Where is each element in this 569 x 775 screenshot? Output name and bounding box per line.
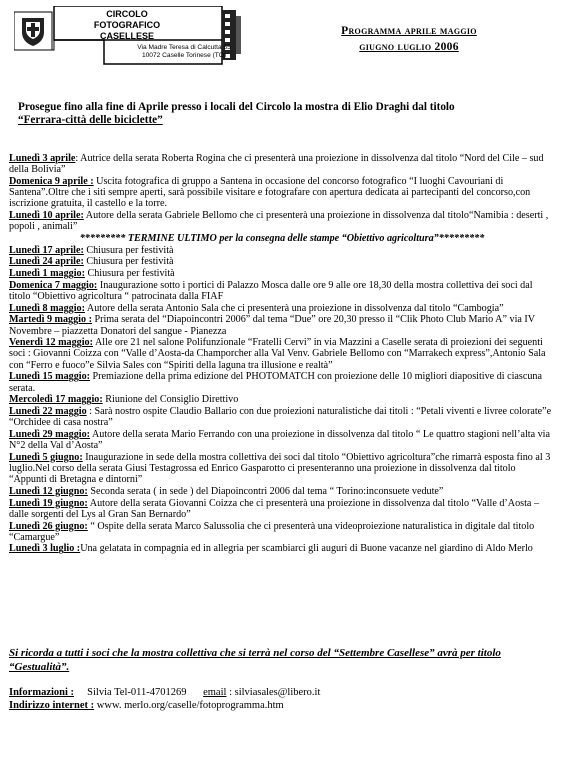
- schedule-text: Una gelatata in compagnia ed in allegria per scambiarci gli auguri di Buone vacanze nel giardino di Aldo Merlo: [80, 543, 533, 555]
- schedule-date: Lunedì 15 maggio:: [9, 371, 91, 383]
- schedule-item: [9, 280, 555, 302]
- program-title-line: giugno luglio 2006: [359, 41, 459, 53]
- schedule-date: Lunedì 1 maggio:: [9, 268, 85, 280]
- schedule-text: Inaugurazione sotto i portici di Palazzo Mosca dalle ore 9 alle ore 18,30 della mostra collettiva dei soci dal titolo “Obiettivo agricoltura “ patrocinata dalla FIAF: [9, 279, 533, 302]
- schedule-text: Riunione del Consiglio Direttivo: [102, 394, 239, 406]
- schedule-list: [9, 153, 555, 555]
- schedule-date: Lunedì 24 aprile:: [9, 256, 84, 268]
- schedule-date: Lunedì 3 aprile: [9, 153, 76, 164]
- schedule-item: [9, 498, 555, 520]
- email-label: email: [203, 687, 227, 698]
- schedule-text: Autore della serata Antonio Sala che ci presenterà una proiezione in dissolvenza dal titolo “Cambogia”: [84, 302, 504, 314]
- intro-exhibit-title: “Ferrara-città delle biciclette”: [18, 114, 163, 126]
- email-value[interactable]: : silviasales@libero.it: [229, 687, 321, 698]
- schedule-item: [9, 245, 555, 256]
- logo-name-line: CASELLESE: [99, 31, 154, 41]
- schedule-text: Seconda serata ( in sede ) del Diapoincontri 2006 dal tema “ Torino:inconsuete vedute”: [87, 485, 444, 497]
- logo-name-line: FOTOGRAFICO: [93, 20, 161, 30]
- schedule-text: : Autrice della serata Roberta Rogina che ci presenterà una proiezione in dissolvenza dal titolo “Nord del Cile – sud della Bolivia”: [9, 153, 544, 176]
- closing-note: Si ricorda a tutti i soci che la mostra collettiva che si terrà nel corso del “Settembre Casellese” avrà per titolo “Gestualità”.: [9, 647, 501, 673]
- schedule-date: Lunedì 3 luglio :: [9, 543, 81, 555]
- schedule-item: [9, 303, 555, 314]
- schedule-item: [9, 314, 555, 336]
- program-title: [268, 23, 550, 55]
- schedule-date: Lunedì 29 maggio:: [9, 428, 91, 440]
- logo-name-line: CIRCOLO: [106, 9, 148, 19]
- schedule-item: [9, 210, 555, 232]
- schedule-date: Lunedì 22 maggio: [9, 405, 87, 417]
- info-label: Informazioni :: [9, 687, 75, 698]
- logo-address-line: Via Madre Teresa di Calcutta 55: [137, 44, 231, 51]
- schedule-item: [9, 452, 555, 486]
- internet-label: Indirizzo internet :: [9, 699, 95, 711]
- schedule-date: Lunedì 12 giugno:: [9, 485, 88, 497]
- logo-address-line: 10072 Caselle Torinese (TO): [141, 52, 227, 59]
- schedule-date: Lunedì 10 aprile:: [9, 210, 84, 222]
- schedule-item: [9, 176, 555, 210]
- schedule-text: Uscita fotografica di gruppo a Santena in occasione del concorso fotografico “I luoghi Cavouriani di Santena”.Oltre che i siti sempre aperti, sarà possibile visitare e fotografare con apertura dedicata ai partecipanti del concorso,con iscrizione gratuita, il castello e la torre.: [9, 175, 531, 210]
- schedule-item: [9, 406, 555, 428]
- schedule-date: Lunedì 8 maggio:: [9, 302, 85, 314]
- internet-line: [9, 700, 555, 713]
- schedule-text: : Sarà nostro ospite Claudio Ballario con due proiezioni naturalistiche dai titoli : “Petali viventi e livree colorate”e “Orchidee di casa nostra”: [9, 405, 552, 429]
- schedule-text: Premiazione della prima edizione del PHOTOMATCH con proiezione delle 10 migliori diapositive di ciascuna serata.: [9, 371, 542, 394]
- email-block: [203, 687, 320, 698]
- schedule-item: [9, 543, 555, 554]
- schedule-date: Lunedì 5 giugno:: [9, 451, 83, 463]
- schedule-date: Domenica 7 maggio:: [9, 279, 98, 291]
- schedule-text: Chiusura per festività: [83, 256, 174, 268]
- schedule-item: [9, 394, 555, 405]
- schedule-text: “ Ospite della serata Marco Salussolia che ci presenterà una videoproiezione naturalistica in digitale dal titolo “Camargue”: [9, 520, 535, 543]
- schedule-item: [9, 337, 555, 371]
- logo-club-name: [72, 9, 182, 42]
- schedule-item: [9, 521, 555, 543]
- schedule-text: Inaugurazione in sede della mostra collettiva dei soci dal titolo “Obiettivo agricoltura”che rimarrà esposta fino al 3 luglio.Nel corso della serata Giusi Testagrossa ed Enrico Gasparotto ci presenteranno una proiezione in dissolvenza dal titolo “Appunti di Bretagna e dintorni”: [9, 451, 551, 486]
- schedule-text: Chiusura per festività: [83, 244, 174, 256]
- schedule-item: [9, 429, 555, 451]
- contact-phone: Silvia Tel-011-4701269: [87, 687, 187, 698]
- schedule-text: Prima serata del “Diapoincontri 2006” dal tema “Due” ore 20,30 presso il “Clik Photo Club Mario A” via IV Novembre – piazzetta Donatori del sangue - Pianezza: [9, 314, 535, 337]
- schedule-text: ********* TERMINE ULTIMO per la consegna delle stampe “Obiettivo agricoltura”*********: [79, 232, 485, 244]
- schedule-date: Lunedì 26 giugno:: [9, 520, 88, 532]
- schedule-text: Autore della serata Mario Ferrando con una proiezione in dissolvenza dal titolo “ Le quattro stagioni nell’alta via N°2 della Val d’Aosta”: [9, 428, 550, 452]
- intro-paragraph: [18, 101, 548, 127]
- schedule-item: [9, 256, 555, 267]
- contact-line: [9, 687, 555, 700]
- club-logo: [14, 6, 242, 76]
- schedule-item: [9, 371, 555, 393]
- schedule-item: [9, 268, 555, 279]
- schedule-date: Domenica 9 aprile :: [9, 175, 94, 187]
- schedule-item: [9, 153, 555, 175]
- deadline-notice: [9, 233, 555, 244]
- info-section: [9, 687, 555, 712]
- program-title-line: Programma aprile maggio: [341, 25, 477, 37]
- logo-address: [120, 44, 248, 60]
- internet-link[interactable]: www. merlo.org/caselle/fotoprogramma.htm: [96, 699, 284, 711]
- schedule-date: Martedì 9 maggio :: [9, 314, 92, 326]
- schedule-date: Mercoledì 17 maggio:: [9, 394, 103, 406]
- schedule-item: [9, 486, 555, 497]
- schedule-text: Chiusura per festività: [84, 268, 175, 280]
- schedule-text: Autore della serata Gabriele Bellomo che ci presenterà una proiezione in dissolvenza dal titolo“Namibia : deserti , popoli , animali”: [9, 210, 549, 233]
- schedule-text: Autore della serata Giovanni Coizza che ci presenterà una proiezione in dissolvenza dal titolo “Valle d’Aosta –dalle sorgenti del Lys al Gran San Bernardo”: [9, 497, 540, 520]
- intro-text: Prosegue fino alla fine di Aprile presso i locali del Circolo la mostra di Elio Draghi dal titolo: [18, 101, 455, 113]
- schedule-date: Lunedì 19 giugno:: [9, 497, 88, 509]
- schedule-text: Alle ore 21 nel salone Polifunzionale “Fratelli Cervi” in via Mazzini a Caselle serata di proiezioni dei seguenti soci : Giovanni Coizza con “Valle d’Aosta-da Champorcher alla Val Venv. Gabriele Bellomo con “Marrakech express”,Antonio Sala con “Ferro e fuoco”e Silvia Sales con “Spiriti della laguna tra illusione e realtà”: [9, 337, 546, 371]
- schedule-date: Venerdì 12 maggio:: [9, 337, 93, 349]
- schedule-date: Lunedì 17 aprile:: [9, 244, 84, 256]
